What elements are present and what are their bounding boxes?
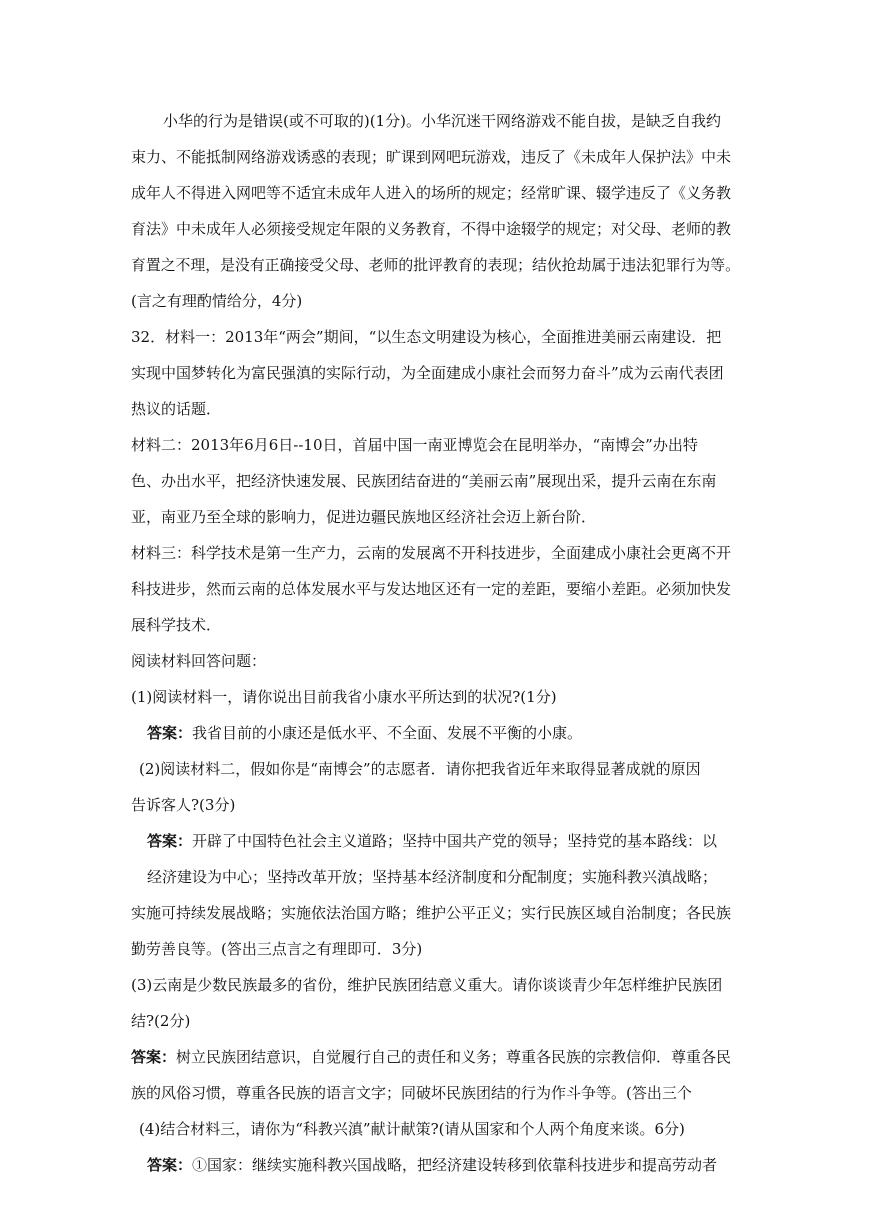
question-prompt: 阅读材料回答问题： bbox=[131, 652, 267, 670]
paragraph-line: 成年人不得进入网吧等不适宜未成年人进入的场所的规定；经常旷课、辍学违反了《义务教 bbox=[131, 184, 732, 202]
question-3-line: 结?(2分) bbox=[131, 1012, 191, 1030]
material-2-line: 材料二：2013年6月6日--10日，首届中国一南亚博览会在昆明举办，“南博会”办出特 bbox=[131, 436, 698, 454]
material-1-line: 热议的话题． bbox=[131, 400, 222, 418]
answer-label: 答案： bbox=[147, 1156, 193, 1174]
question-4: (4)结合材料三，请你为“科教兴滇”献计献策?(请从国家和个人两个角度来谈。6分) bbox=[139, 1120, 685, 1138]
paragraph-line: 育法》中未成年人必须接受规定年限的义务教育，不得中途辍学的规定；对父母、老师的教 bbox=[131, 220, 732, 238]
answer-text: 开辟了中国特色社会主义道路；坚持中国共产党的领导；坚持党的基本路线：以 bbox=[192, 832, 718, 850]
paragraph-line: (言之有理酌情给分，4分) bbox=[131, 292, 303, 310]
material-3-line: 科技进步，然而云南的总体发展水平与发达地区还有一定的差距，要缩小差距。必须加快发 bbox=[131, 580, 732, 598]
answer-3-line bbox=[131, 1047, 731, 1067]
material-2-line: 色、办出水平，把经济快速发展、民族团结奋进的“美丽云南”展现出采，提升云南在东南 bbox=[131, 472, 717, 490]
material-2-line: 亚，南亚乃至全球的影响力，促进边疆民族地区经济社会迈上新台阶． bbox=[131, 508, 597, 526]
answer-text: 我省目前的小康还是低水平、不全面、发展不平衡的小康。 bbox=[192, 724, 583, 742]
answer-label: 答案： bbox=[147, 832, 193, 850]
answer-1 bbox=[147, 723, 582, 743]
question-2-line: (2)阅读材料二，假如你是“南博会”的志愿者．请你把我省近年来取得显著成就的原因 bbox=[139, 760, 701, 778]
answer-2-line: 经济建设为中心；坚持改革开放；坚持基本经济制度和分配制度；实施科教兴滇战略； bbox=[147, 868, 718, 886]
paragraph-line: 束力、不能抵制网络游戏诱惑的表现；旷课到网吧玩游戏，违反了《未成年人保护法》中未 bbox=[131, 148, 732, 166]
answer-text: 树立民族团结意识，自觉履行自己的责任和义务；尊重各民族的宗教信仰．尊重各民 bbox=[176, 1048, 732, 1066]
question-3-line: (3)云南是少数民族最多的省份，维护民族团结意义重大。请你谈谈青少年怎样维护民族团 bbox=[131, 976, 723, 994]
material-1-line: 32．材料一：2013年“两会”期间，“以生态文明建设为核心，全面推进美丽云南建设．把 bbox=[131, 328, 722, 346]
question-1: (1)阅读材料一，请你说出目前我省小康水平所达到的状况?(1分) bbox=[131, 688, 557, 706]
material-3-line: 材料三：科学技术是第一生产力，云南的发展离不开科技进步，全面建成小康社会更离不开 bbox=[131, 544, 732, 562]
answer-label: 答案： bbox=[147, 724, 193, 742]
answer-text: ①国家：继续实施科教兴国战略，把经济建设转移到依靠科技进步和提高劳动者 bbox=[192, 1156, 718, 1174]
paragraph-line: 育置之不理，是没有正确接受父母、老师的批评教育的表现；结伙抢劫属于违法犯罪行为等。 bbox=[131, 256, 740, 274]
answer-3-line: 族的风俗习惯，尊重各民族的语言文字；同破坏民族团结的行为作斗争等。(答出三个 bbox=[131, 1084, 692, 1102]
material-1-line: 实现中国梦转化为富民强滇的实际行动，为全面建成小康社会而努力奋斗”成为云南代表团 bbox=[131, 364, 724, 382]
paragraph-line: 小华的行为是错误(或不可取的)(1分)。小华沉迷干网络游戏不能自拔，是缺乏自我约 bbox=[163, 112, 721, 130]
answer-4-line bbox=[147, 1155, 717, 1175]
answer-2-line: 勤劳善良等。(答出三点言之有理即可．3分) bbox=[131, 940, 423, 958]
answer-label: 答案： bbox=[131, 1048, 177, 1066]
material-3-line: 展科学技术． bbox=[131, 616, 222, 634]
question-2-line: 告诉客人?(3分) bbox=[131, 796, 236, 814]
answer-2-line bbox=[147, 831, 717, 851]
answer-2-line: 实施可持续发展战略；实施依法治国方略；维护公平正义；实行民族区域自治制度；各民族 bbox=[131, 904, 732, 922]
